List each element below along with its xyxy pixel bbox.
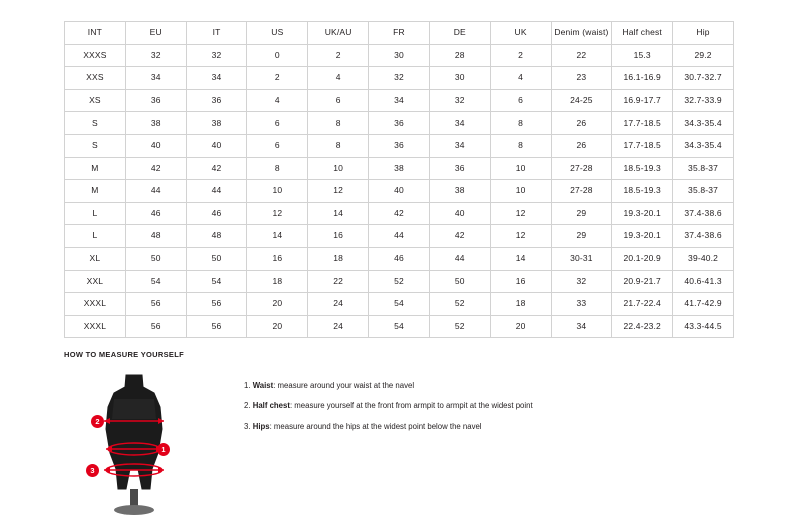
table-column-header: US (247, 22, 308, 45)
table-cell: XXL (65, 270, 126, 293)
table-cell: 34 (186, 67, 247, 90)
measure-step-term: Hips (252, 421, 270, 431)
how-to-measure-section (64, 350, 744, 519)
table-column-header: Half chest (612, 22, 673, 45)
table-cell: 16.1-16.9 (612, 67, 673, 90)
table-cell: 21.7-22.4 (612, 293, 673, 316)
table-cell: 56 (125, 315, 186, 338)
table-cell: 17.7-18.5 (612, 134, 673, 157)
table-cell: 30.7-32.7 (673, 67, 734, 90)
table-row (65, 44, 734, 67)
table-cell: 16 (247, 247, 308, 270)
table-cell: 48 (125, 225, 186, 248)
table-column-header: EU (125, 22, 186, 45)
table-row (65, 202, 734, 225)
table-row (65, 112, 734, 135)
table-cell: 10 (490, 157, 551, 180)
table-cell: 6 (308, 89, 369, 112)
table-cell: 40 (186, 134, 247, 157)
measure-bullet-1: 1 (157, 443, 170, 456)
table-cell: 8 (308, 134, 369, 157)
table-cell: 20 (490, 315, 551, 338)
size-conversion-table (64, 21, 734, 338)
table-cell: 14 (247, 225, 308, 248)
table-head (65, 22, 734, 45)
table-cell: 12 (308, 180, 369, 203)
table-cell: 34.3-35.4 (673, 134, 734, 157)
table-row (65, 293, 734, 316)
table-cell: 32 (125, 44, 186, 67)
table-cell: 28 (429, 44, 490, 67)
table-cell: 6 (247, 112, 308, 135)
table-cell: 4 (247, 89, 308, 112)
table-cell: 36 (429, 157, 490, 180)
table-cell: 34 (429, 134, 490, 157)
table-cell: 29 (551, 225, 612, 248)
table-cell: 10 (247, 180, 308, 203)
table-cell: 56 (125, 293, 186, 316)
table-cell: 27-28 (551, 157, 612, 180)
table-cell: 12 (490, 202, 551, 225)
table-cell: 42 (429, 225, 490, 248)
table-cell: 36 (369, 112, 430, 135)
table-cell: 29.2 (673, 44, 734, 67)
table-cell: 26 (551, 134, 612, 157)
table-cell: 34 (369, 89, 430, 112)
table-cell: 18.5-19.3 (612, 157, 673, 180)
table-cell: 37.4-38.6 (673, 202, 734, 225)
measure-step-text: : measure yourself at the front from armpit to armpit at the widest point (289, 401, 533, 411)
table-cell: 40 (125, 134, 186, 157)
table-cell: 34 (429, 112, 490, 135)
table-column-header: UK/AU (308, 22, 369, 45)
measure-step-number: 3. (244, 421, 251, 431)
table-cell: 18.5-19.3 (612, 180, 673, 203)
table-row (65, 247, 734, 270)
table-cell: 43.3-44.5 (673, 315, 734, 338)
table-cell: 20.1-20.9 (612, 247, 673, 270)
table-row (65, 270, 734, 293)
measure-step-number: 1. (244, 381, 251, 390)
table-cell: 22 (551, 44, 612, 67)
table-cell: 23 (551, 67, 612, 90)
table-cell: 4 (490, 67, 551, 90)
table-cell: 46 (369, 247, 430, 270)
table-cell: 34.3-35.4 (673, 112, 734, 135)
measure-step-term: Half chest (252, 401, 290, 411)
table-cell: 20 (247, 293, 308, 316)
table-cell: 24 (308, 315, 369, 338)
table-cell: 32 (186, 44, 247, 67)
table-cell: 10 (308, 157, 369, 180)
table-cell: 38 (369, 157, 430, 180)
table-cell: 52 (429, 315, 490, 338)
measure-step (244, 381, 533, 390)
table-cell: XXS (65, 67, 126, 90)
table-cell: M (65, 157, 126, 180)
measure-steps-list (244, 381, 533, 442)
table-cell: 50 (186, 247, 247, 270)
measure-step-text: : measure around the hips at the widest point below the navel (269, 421, 482, 431)
table-cell: M (65, 180, 126, 203)
table-cell: 14 (490, 247, 551, 270)
mannequin-illustration (64, 369, 204, 519)
table-cell: 54 (369, 315, 430, 338)
mannequin-figure (64, 369, 204, 519)
table-cell: 18 (308, 247, 369, 270)
table-cell: 12 (247, 202, 308, 225)
table-cell: 42 (125, 157, 186, 180)
table-cell: 54 (369, 293, 430, 316)
table-cell: 38 (125, 112, 186, 135)
table-cell: 44 (369, 225, 430, 248)
table-cell: 27-28 (551, 180, 612, 203)
table-cell: 34 (551, 315, 612, 338)
table-cell: 0 (247, 44, 308, 67)
table-cell: 34 (125, 67, 186, 90)
table-cell: 44 (186, 180, 247, 203)
table-cell: XXXS (65, 44, 126, 67)
table-cell: 36 (369, 134, 430, 157)
table-cell: 26 (551, 112, 612, 135)
measure-step-number: 2. (244, 401, 251, 411)
table-cell: 54 (186, 270, 247, 293)
table-cell: 30 (369, 44, 430, 67)
table-cell: 40 (429, 202, 490, 225)
table-cell: 16 (490, 270, 551, 293)
table-cell: 44 (125, 180, 186, 203)
measure-step (244, 401, 533, 410)
table-cell: 8 (490, 112, 551, 135)
table-cell: 6 (247, 134, 308, 157)
table-cell: 32.7-33.9 (673, 89, 734, 112)
table-row (65, 157, 734, 180)
table-column-header: FR (369, 22, 430, 45)
table-header-row (65, 22, 734, 45)
table-cell: 32 (369, 67, 430, 90)
table-row (65, 225, 734, 248)
table-cell: 50 (125, 247, 186, 270)
table-cell: 37.4-38.6 (673, 225, 734, 248)
table-row (65, 134, 734, 157)
table-cell: 10 (490, 180, 551, 203)
table-cell: 50 (429, 270, 490, 293)
table-cell: 38 (429, 180, 490, 203)
size-table-container (64, 21, 734, 338)
table-row (65, 89, 734, 112)
table-cell: 18 (247, 270, 308, 293)
table-body (65, 44, 734, 338)
table-column-header: Denim (waist) (551, 22, 612, 45)
measure-step-text: : measure around your waist at the navel (273, 381, 415, 390)
table-cell: 46 (125, 202, 186, 225)
table-cell: 38 (186, 112, 247, 135)
table-cell: 56 (186, 315, 247, 338)
table-cell: 19.3-20.1 (612, 225, 673, 248)
table-cell: 4 (308, 67, 369, 90)
measure-step (244, 422, 533, 431)
table-cell: 2 (247, 67, 308, 90)
table-row (65, 180, 734, 203)
table-cell: 33 (551, 293, 612, 316)
table-cell: 22.4-23.2 (612, 315, 673, 338)
table-cell: 30-31 (551, 247, 612, 270)
table-cell: 20.9-21.7 (612, 270, 673, 293)
table-cell: 44 (429, 247, 490, 270)
table-cell: 40.6-41.3 (673, 270, 734, 293)
table-cell: 32 (429, 89, 490, 112)
how-to-measure-body (64, 369, 744, 519)
how-to-measure-title: HOW TO MEASURE YOURSELF (64, 350, 184, 359)
table-cell: 16.9-17.7 (612, 89, 673, 112)
table-cell: 8 (308, 112, 369, 135)
table-cell: 35.8-37 (673, 180, 734, 203)
table-column-header: INT (65, 22, 126, 45)
table-cell: 15.3 (612, 44, 673, 67)
table-cell: 52 (369, 270, 430, 293)
table-cell: 29 (551, 202, 612, 225)
table-row (65, 67, 734, 90)
table-column-header: Hip (673, 22, 734, 45)
table-cell: XXXL (65, 315, 126, 338)
table-cell: 52 (429, 293, 490, 316)
table-cell: 14 (308, 202, 369, 225)
table-cell: 2 (308, 44, 369, 67)
table-column-header: IT (186, 22, 247, 45)
table-cell: 8 (247, 157, 308, 180)
table-cell: 42 (369, 202, 430, 225)
table-cell: 35.8-37 (673, 157, 734, 180)
table-cell: 48 (186, 225, 247, 248)
measure-bullet-2: 2 (91, 415, 104, 428)
table-cell: 12 (490, 225, 551, 248)
table-cell: 41.7-42.9 (673, 293, 734, 316)
table-column-header: DE (429, 22, 490, 45)
table-row (65, 315, 734, 338)
table-cell: 56 (186, 293, 247, 316)
table-cell: 46 (186, 202, 247, 225)
table-cell: 39-40.2 (673, 247, 734, 270)
table-cell: 32 (551, 270, 612, 293)
table-cell: 22 (308, 270, 369, 293)
table-column-header: UK (490, 22, 551, 45)
table-cell: 36 (186, 89, 247, 112)
measure-bullet-3: 3 (86, 464, 99, 477)
table-cell: L (65, 202, 126, 225)
table-cell: XXXL (65, 293, 126, 316)
table-cell: 18 (490, 293, 551, 316)
table-cell: 24-25 (551, 89, 612, 112)
table-cell: XS (65, 89, 126, 112)
table-cell: 30 (429, 67, 490, 90)
table-cell: 2 (490, 44, 551, 67)
table-cell: 17.7-18.5 (612, 112, 673, 135)
table-cell: 16 (308, 225, 369, 248)
table-cell: 42 (186, 157, 247, 180)
table-cell: 8 (490, 134, 551, 157)
table-cell: 36 (125, 89, 186, 112)
table-cell: L (65, 225, 126, 248)
table-cell: 20 (247, 315, 308, 338)
table-cell: S (65, 134, 126, 157)
table-cell: S (65, 112, 126, 135)
table-cell: 40 (369, 180, 430, 203)
table-cell: 19.3-20.1 (612, 202, 673, 225)
table-cell: 54 (125, 270, 186, 293)
table-cell: 6 (490, 89, 551, 112)
table-cell: XL (65, 247, 126, 270)
measure-step-term: Waist (252, 381, 274, 390)
table-cell: 24 (308, 293, 369, 316)
